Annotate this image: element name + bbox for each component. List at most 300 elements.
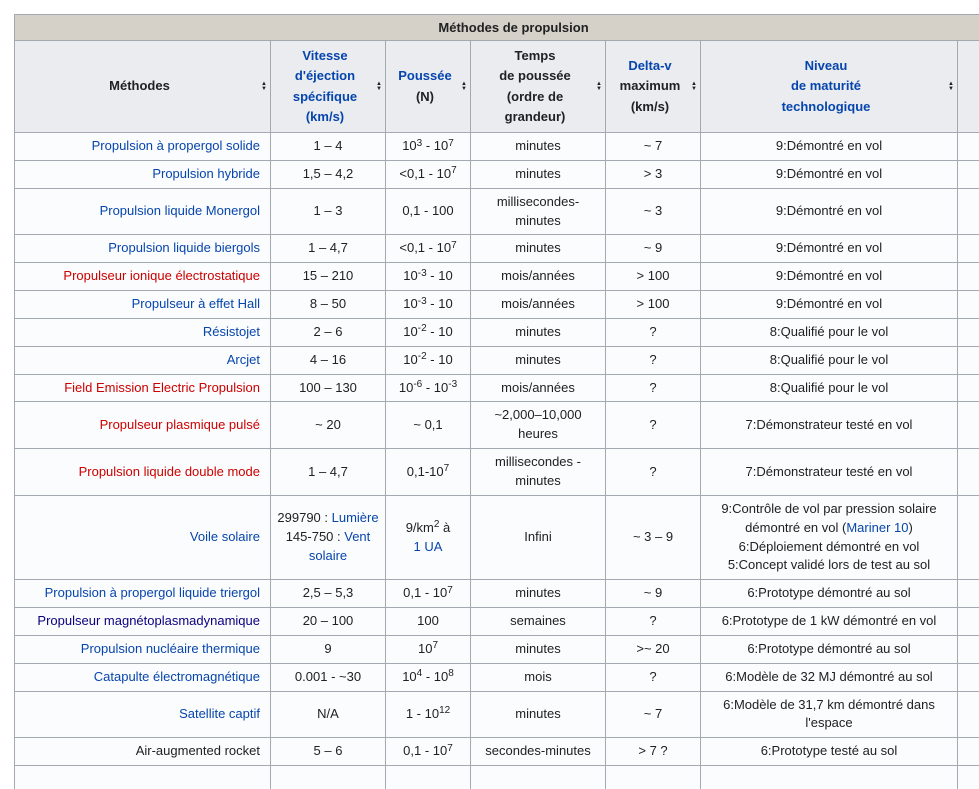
cell-temps bbox=[471, 691, 606, 738]
cell-text: grandeur) bbox=[504, 108, 566, 124]
cell-text: minutes bbox=[515, 351, 561, 367]
cell-deltav bbox=[606, 133, 701, 161]
table-row bbox=[15, 495, 979, 579]
cell-methode bbox=[15, 449, 271, 496]
cell-text: 9 bbox=[324, 640, 332, 656]
method-link[interactable]: Propulsion liquide Monergol bbox=[99, 203, 260, 219]
cell-temps bbox=[471, 608, 606, 636]
cell-extra bbox=[958, 318, 979, 346]
cell-extra bbox=[958, 374, 979, 402]
col-header-poussee[interactable] bbox=[386, 41, 471, 133]
cell-methode bbox=[15, 580, 271, 608]
cell-text: Méthodes bbox=[109, 78, 170, 94]
cell-text: $10^{-2} - 10$ bbox=[403, 351, 453, 367]
cell-text: Temps bbox=[514, 48, 556, 64]
cell-poussee bbox=[386, 318, 471, 346]
header-link[interactable]: spécifique bbox=[292, 88, 358, 104]
cell-poussee bbox=[386, 291, 471, 319]
method-link[interactable]: Propulsion hybride bbox=[152, 165, 260, 181]
header-label-line bbox=[394, 66, 456, 86]
cell-niveau bbox=[701, 346, 958, 374]
cell-extra bbox=[958, 449, 979, 496]
cell-text: 6:Prototype testé au sol bbox=[760, 743, 898, 759]
method-link[interactable]: Catapulte électromagnétique bbox=[93, 668, 260, 684]
header-label-line bbox=[479, 66, 591, 86]
cell-temps bbox=[471, 291, 606, 319]
cell-text: 6:Modèle de 31,7 km démontré dans l'espace bbox=[723, 696, 935, 731]
cell-text: mois/années bbox=[501, 379, 575, 395]
cell-deltav bbox=[606, 402, 701, 449]
cell-temps bbox=[471, 160, 606, 188]
cell-text: > 7 ? bbox=[638, 743, 668, 759]
header-row bbox=[15, 41, 979, 133]
header-link[interactable]: technologique bbox=[781, 98, 871, 114]
cell-methode bbox=[15, 235, 271, 263]
cell-text: 100 – 130 bbox=[299, 379, 357, 395]
cell-niveau bbox=[701, 188, 958, 235]
cell-text: 1,5 – 4,2 bbox=[302, 165, 354, 181]
cell-text: 9:Démontré en vol bbox=[775, 138, 883, 153]
cell-methode bbox=[15, 291, 271, 319]
cell-vitesse bbox=[271, 738, 386, 766]
cell-text: ? bbox=[649, 463, 657, 479]
link[interactable]: Lumière bbox=[331, 510, 379, 526]
cell-deltav bbox=[606, 580, 701, 608]
cell-niveau bbox=[701, 738, 958, 766]
cell-methode bbox=[15, 133, 271, 161]
method-link[interactable]: Propulsion à propergol liquide triergol bbox=[44, 585, 260, 601]
cell-poussee bbox=[386, 188, 471, 235]
cell-text: de poussée bbox=[499, 68, 571, 84]
cell-text: 20 – 100 bbox=[302, 613, 354, 629]
method-link[interactable]: Arcjet bbox=[226, 351, 260, 367]
cell-text: $10^{-3} - 10$ bbox=[403, 295, 453, 312]
cell-text: ~ 0,1 bbox=[413, 416, 443, 432]
header-label-line bbox=[709, 97, 943, 117]
table-row bbox=[15, 663, 979, 691]
method-link[interactable]: Propulseur à effet Hall bbox=[131, 296, 260, 312]
cell-text: ~2,000–10,000 heures bbox=[494, 407, 582, 442]
header-label-line bbox=[614, 56, 686, 76]
cell-niveau bbox=[701, 608, 958, 636]
cell-text: mois/années bbox=[501, 296, 575, 312]
cell-niveau bbox=[701, 635, 958, 663]
cell-text: 299790 : bbox=[277, 510, 332, 526]
cell-text: 5:Concept validé lors de test au sol bbox=[727, 557, 931, 573]
method-link[interactable]: Propulsion liquide biergols bbox=[108, 240, 260, 256]
cell-text: $<0,1 - 10^7$ bbox=[399, 165, 457, 181]
cell-text: $0,1 - 10^7$ bbox=[403, 584, 453, 601]
cell-methode bbox=[15, 188, 271, 235]
cell-methode bbox=[15, 738, 271, 766]
cell-empty bbox=[471, 766, 606, 789]
cell-vitesse bbox=[271, 263, 386, 291]
cell-vitesse bbox=[271, 635, 386, 663]
cell-temps bbox=[471, 402, 606, 449]
cell-text: 8:Qualifié pour le vol bbox=[769, 351, 889, 367]
cell-methode bbox=[15, 402, 271, 449]
cell-text: 2 – 6 bbox=[313, 323, 343, 339]
cell-deltav bbox=[606, 188, 701, 235]
cell-text: maximum bbox=[619, 78, 681, 94]
cell-text: $<0,1 - 10^7$ bbox=[399, 239, 457, 256]
cell-empty bbox=[958, 766, 979, 789]
cell-deltav bbox=[606, 449, 701, 496]
cell-text: 6:Modèle de 32 MJ démontré au sol bbox=[725, 668, 933, 684]
cell-extra bbox=[958, 291, 979, 319]
cell-text: minutes bbox=[515, 705, 561, 721]
cell-text: $9/km^2$ à bbox=[405, 519, 451, 535]
cell-text: (N) bbox=[415, 88, 435, 104]
cell-temps bbox=[471, 663, 606, 691]
cell-text: semaines bbox=[510, 613, 566, 629]
cell-extra bbox=[958, 160, 979, 188]
table-row bbox=[15, 160, 979, 188]
header-label-line bbox=[479, 87, 591, 107]
cell-niveau bbox=[701, 580, 958, 608]
cell-text: ? bbox=[649, 351, 657, 367]
cell-text: 9:Démontré en vol bbox=[775, 203, 883, 219]
header-label-line bbox=[279, 87, 371, 107]
cell-methode bbox=[15, 635, 271, 663]
cell-extra bbox=[958, 402, 979, 449]
cell-empty bbox=[15, 766, 271, 789]
cell-text: $10^{-6} - 10^{-3}$ bbox=[398, 379, 458, 395]
header-link[interactable]: (km/s) bbox=[305, 108, 345, 124]
cell-vitesse bbox=[271, 402, 386, 449]
cell-text: > 100 bbox=[636, 268, 670, 284]
table-row bbox=[15, 608, 979, 636]
header-link[interactable]: Poussée bbox=[398, 68, 452, 84]
cell-niveau bbox=[701, 291, 958, 319]
header-label-line bbox=[279, 107, 371, 127]
cell-text: ? bbox=[649, 613, 657, 629]
cell-text: 2,5 – 5,3 bbox=[302, 585, 354, 601]
header-label-line bbox=[479, 46, 591, 66]
table-row bbox=[15, 346, 979, 374]
table-row bbox=[15, 691, 979, 738]
cell-text: 5 – 6 bbox=[313, 743, 343, 759]
table-title: Méthodes de propulsion bbox=[15, 15, 979, 41]
method-link[interactable]: Field Emission Electric Propulsion bbox=[64, 379, 260, 395]
method-link[interactable]: Résistojet bbox=[202, 323, 260, 339]
cell-text: 9:Démontré en vol bbox=[775, 240, 883, 256]
cell-deltav bbox=[606, 691, 701, 738]
cell-text: $10^3 - 10^7$ bbox=[402, 137, 454, 153]
cell-vitesse bbox=[271, 188, 386, 235]
cell-text: $10^4 - 10^8$ bbox=[402, 668, 454, 684]
cell-extra bbox=[958, 608, 979, 636]
table-row bbox=[15, 318, 979, 346]
cell-text: $0,1-10^7$ bbox=[406, 463, 450, 479]
cell-niveau bbox=[701, 691, 958, 738]
cell-text: > 100 bbox=[636, 296, 670, 312]
method-link[interactable]: Voile solaire bbox=[189, 529, 260, 545]
cell-vitesse bbox=[271, 608, 386, 636]
col-header-extra bbox=[958, 41, 979, 133]
cell-poussee bbox=[386, 608, 471, 636]
cell-text: millisecondes - minutes bbox=[495, 454, 581, 488]
cell-text: minutes bbox=[515, 240, 561, 256]
cell-text: ? bbox=[649, 416, 657, 432]
cell-temps bbox=[471, 133, 606, 161]
cell-text: ~ 20 bbox=[315, 416, 341, 432]
cell-temps bbox=[471, 188, 606, 235]
header-label-line bbox=[479, 107, 591, 127]
cell-extra bbox=[958, 188, 979, 235]
table-row-partial bbox=[15, 766, 979, 789]
cell-text: 1 – 4,7 bbox=[308, 240, 348, 256]
title-row bbox=[15, 15, 979, 41]
cell-text: 1 – 3 bbox=[313, 203, 343, 219]
cell-niveau bbox=[701, 449, 958, 496]
header-link[interactable]: Niveau bbox=[804, 58, 848, 74]
cell-methode bbox=[15, 263, 271, 291]
cell-vitesse bbox=[271, 495, 386, 579]
cell-text: 6:Prototype de 1 kW démontré en vol bbox=[721, 613, 937, 629]
cell-poussee bbox=[386, 449, 471, 496]
cell-extra bbox=[958, 635, 979, 663]
cell-poussee bbox=[386, 663, 471, 691]
cell-text: 1 – 4 bbox=[313, 138, 343, 153]
cell-deltav bbox=[606, 346, 701, 374]
cell-text: ~ 9 bbox=[643, 240, 663, 256]
cell-text: 7:Démonstrateur testé en vol bbox=[745, 416, 913, 432]
method-link[interactable]: Satellite captif bbox=[179, 705, 260, 721]
cell-text: ~ 3 – 9 bbox=[632, 529, 674, 545]
cell-text: $10^{-2} - 10$ bbox=[403, 323, 453, 339]
table-row bbox=[15, 188, 979, 235]
cell-temps bbox=[471, 738, 606, 766]
col-header-vitesse[interactable] bbox=[271, 41, 386, 133]
cell-temps bbox=[471, 235, 606, 263]
cell-text: mois/années bbox=[501, 268, 575, 284]
cell-vitesse bbox=[271, 580, 386, 608]
cell-text: minutes bbox=[515, 640, 561, 656]
cell-poussee bbox=[386, 160, 471, 188]
cell-vitesse bbox=[271, 449, 386, 496]
cell-poussee bbox=[386, 495, 471, 579]
cell-poussee bbox=[386, 738, 471, 766]
cell-niveau bbox=[701, 235, 958, 263]
cell-text: ~ 3 bbox=[643, 203, 663, 219]
cell-text: $1 - 10^{12}$ bbox=[405, 705, 451, 721]
cell-deltav bbox=[606, 738, 701, 766]
cell-text: 1 – 4,7 bbox=[308, 463, 348, 479]
header-link[interactable]: d'éjection bbox=[294, 68, 356, 84]
table-row bbox=[15, 235, 979, 263]
cell-temps bbox=[471, 495, 606, 579]
cell-poussee bbox=[386, 235, 471, 263]
cell-methode bbox=[15, 160, 271, 188]
cell-temps bbox=[471, 318, 606, 346]
cell-empty bbox=[606, 766, 701, 789]
cell-methode bbox=[15, 691, 271, 738]
cell-text: minutes bbox=[515, 585, 561, 601]
cell-deltav bbox=[606, 263, 701, 291]
col-header-deltav[interactable] bbox=[606, 41, 701, 133]
table-row bbox=[15, 738, 979, 766]
cell-deltav bbox=[606, 495, 701, 579]
cell-text: minutes bbox=[515, 138, 561, 153]
cell-text: (km/s) bbox=[630, 98, 670, 114]
table-row bbox=[15, 402, 979, 449]
cell-poussee bbox=[386, 133, 471, 161]
cell-deltav bbox=[606, 663, 701, 691]
col-header-niveau[interactable] bbox=[701, 41, 958, 133]
cell-deltav bbox=[606, 291, 701, 319]
header-link[interactable]: Vitesse bbox=[302, 48, 348, 64]
cell-text: N/A bbox=[317, 705, 339, 721]
table-row bbox=[15, 291, 979, 319]
table-row bbox=[15, 635, 979, 663]
table-row bbox=[15, 374, 979, 402]
cell-extra bbox=[958, 691, 979, 738]
cell-text: 9:Démontré en vol bbox=[775, 268, 883, 284]
cell-text: 0,1 - 100 bbox=[402, 203, 454, 219]
cell-vitesse bbox=[271, 291, 386, 319]
cell-methode bbox=[15, 495, 271, 579]
cell-text: secondes-minutes bbox=[485, 743, 591, 759]
cell-vitesse bbox=[271, 374, 386, 402]
col-header-temps[interactable] bbox=[471, 41, 606, 133]
cell-empty bbox=[271, 766, 386, 789]
cell-text: ~ 7 bbox=[643, 138, 663, 153]
table-row bbox=[15, 580, 979, 608]
cell-deltav bbox=[606, 635, 701, 663]
cell-vitesse bbox=[271, 133, 386, 161]
cell-vitesse bbox=[271, 235, 386, 263]
cell-text: ~ 9 bbox=[643, 585, 663, 601]
sort-icon: ▲ ▼ bbox=[596, 80, 602, 92]
cell-text: 9:Démontré en vol bbox=[775, 296, 883, 312]
cell-poussee bbox=[386, 635, 471, 663]
method-link[interactable]: Propulsion à propergol solide bbox=[91, 138, 260, 153]
header-link[interactable]: Delta-v bbox=[628, 58, 672, 74]
cell-text: ~ 7 bbox=[643, 705, 663, 721]
cell-poussee bbox=[386, 346, 471, 374]
header-label-line bbox=[23, 76, 256, 96]
cell-text: mois bbox=[524, 668, 552, 684]
cell-text: 4 – 16 bbox=[309, 351, 347, 367]
cell-deltav bbox=[606, 374, 701, 402]
cell-vitesse bbox=[271, 663, 386, 691]
link[interactable]: 1 UA bbox=[413, 538, 443, 554]
cell-text: 145-750 : bbox=[285, 529, 345, 545]
cell-temps bbox=[471, 374, 606, 402]
sort-icon: ▲ ▼ bbox=[691, 80, 697, 92]
cell-extra bbox=[958, 263, 979, 291]
cell-poussee bbox=[386, 374, 471, 402]
table-row bbox=[15, 263, 979, 291]
cell-text: 6:Prototype démontré au sol bbox=[747, 585, 911, 601]
cell-text: 100 bbox=[417, 613, 439, 629]
cell-text: 9:Démontré en vol bbox=[775, 165, 883, 181]
header-label-line bbox=[709, 56, 943, 76]
header-label-line bbox=[279, 66, 371, 86]
method-link[interactable]: Propulseur ionique électrostatique bbox=[63, 268, 260, 284]
table-body bbox=[15, 133, 979, 789]
cell-temps bbox=[471, 635, 606, 663]
cell-text: ? bbox=[649, 323, 657, 339]
cell-text: 8 – 50 bbox=[309, 296, 347, 312]
table-head bbox=[15, 15, 979, 133]
cell-niveau bbox=[701, 318, 958, 346]
cell-text: ? bbox=[649, 668, 657, 684]
link[interactable]: Vent solaire bbox=[308, 529, 371, 563]
cell-text: 0.001 - ~30 bbox=[294, 668, 362, 684]
method-link[interactable]: Propulsion liquide double mode bbox=[78, 463, 260, 479]
cell-text: 7:Démonstrateur testé en vol bbox=[745, 463, 913, 479]
sort-icon: ▲ ▼ bbox=[261, 80, 267, 92]
cell-deltav bbox=[606, 235, 701, 263]
cell-poussee bbox=[386, 402, 471, 449]
header-link[interactable]: de maturité bbox=[790, 78, 862, 94]
cell-niveau bbox=[701, 263, 958, 291]
table-row bbox=[15, 449, 979, 496]
cell-text: >~ 20 bbox=[636, 640, 670, 656]
cell-niveau bbox=[701, 663, 958, 691]
cell-text: $0,1 - 10^7$ bbox=[403, 742, 453, 759]
cell-text: millisecondes-minutes bbox=[496, 193, 580, 228]
header-label-line bbox=[394, 87, 456, 107]
cell-text: 9:Contrôle de vol par pression solaire démontré en vol ( bbox=[721, 500, 937, 535]
cell-text: 8:Qualifié pour le vol bbox=[769, 379, 889, 395]
cell-text: minutes bbox=[515, 323, 561, 339]
propulsion-methods-table bbox=[14, 14, 979, 789]
cell-text: $10^{-3} - 10$ bbox=[403, 267, 453, 284]
cell-poussee bbox=[386, 691, 471, 738]
cell-poussee bbox=[386, 580, 471, 608]
header-label-line bbox=[709, 76, 943, 96]
cell-temps bbox=[471, 449, 606, 496]
cell-vitesse bbox=[271, 318, 386, 346]
link[interactable]: Mariner 10 bbox=[846, 519, 909, 535]
header-label-line bbox=[279, 46, 371, 66]
cell-text: minutes bbox=[515, 165, 561, 181]
cell-niveau bbox=[701, 160, 958, 188]
cell-methode bbox=[15, 608, 271, 636]
method-link[interactable]: Propulseur magnétoplasmadynamique bbox=[37, 613, 260, 629]
header-label-line bbox=[614, 76, 686, 96]
cell-text: ? bbox=[649, 379, 657, 395]
cell-temps bbox=[471, 263, 606, 291]
cell-vitesse bbox=[271, 346, 386, 374]
cell-methode bbox=[15, 318, 271, 346]
cell-vitesse bbox=[271, 691, 386, 738]
cell-deltav bbox=[606, 318, 701, 346]
cell-text: ) bbox=[908, 519, 913, 535]
method-link[interactable]: Propulsion nucléaire thermique bbox=[80, 640, 260, 656]
cell-poussee bbox=[386, 263, 471, 291]
cell-extra bbox=[958, 346, 979, 374]
cell-text: 6:Prototype démontré au sol bbox=[747, 640, 911, 656]
col-header-methodes[interactable] bbox=[15, 41, 271, 133]
cell-extra bbox=[958, 133, 979, 161]
cell-extra bbox=[958, 235, 979, 263]
sort-icon: ▲ ▼ bbox=[461, 80, 467, 92]
cell-empty bbox=[386, 766, 471, 789]
sort-icon: ▲ ▼ bbox=[376, 80, 382, 92]
cell-vitesse bbox=[271, 160, 386, 188]
cell-text: Infini bbox=[524, 529, 552, 545]
cell-deltav bbox=[606, 608, 701, 636]
method-link[interactable]: Propulseur plasmique pulsé bbox=[99, 416, 260, 432]
cell-text: 6:Déploiement démontré en vol bbox=[738, 538, 920, 554]
cell-text: 15 – 210 bbox=[302, 268, 354, 284]
cell-niveau bbox=[701, 374, 958, 402]
header-label-line bbox=[614, 97, 686, 117]
